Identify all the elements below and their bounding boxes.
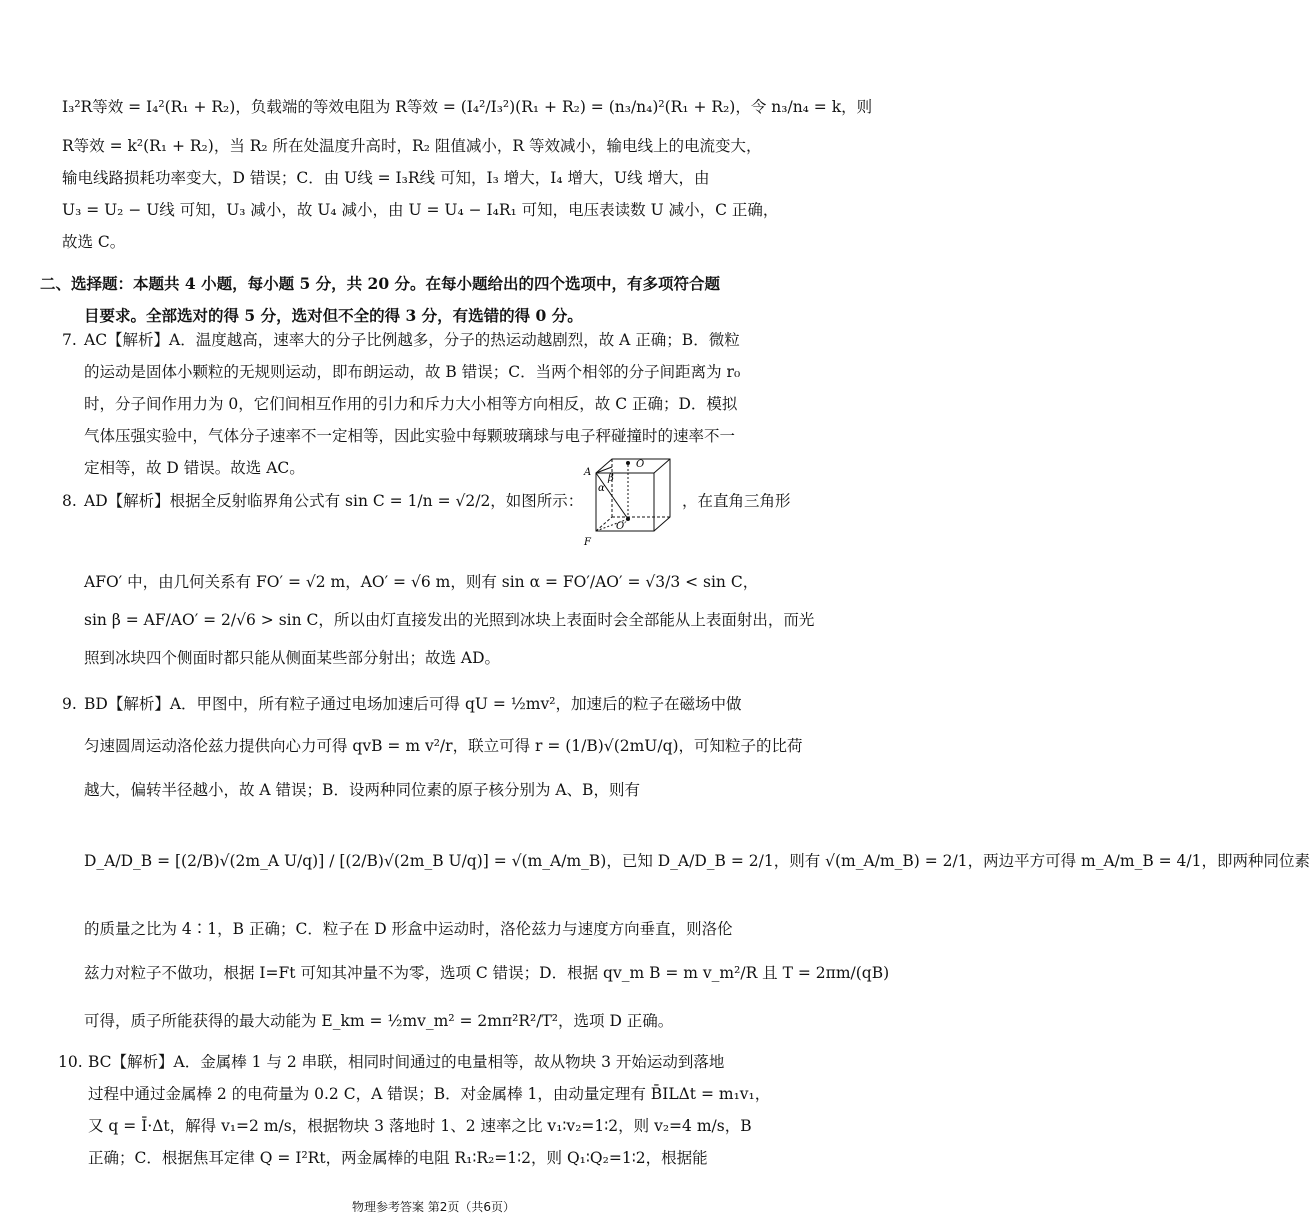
section-heading-line: 二、选择题：本题共 4 小题，每小题 5 分，共 20 分。在每小题给出的四个选项中，有多项符合题 — [40, 274, 721, 293]
answer-line: BC【解析】A．金属棒 1 与 2 串联，相同时间通过的电量相等，故从物块 3 开始运动到落地 — [88, 1053, 725, 1071]
answer-line: 过程中通过金属棒 2 的电荷量为 0.2 C，A 错误；B．对金属棒 1，由动量定理有 B̄ILΔt = m₁v₁， — [88, 1085, 771, 1103]
answer-line: 照到冰块四个侧面时都只能从侧面某些部分射出；故选 AD。 — [84, 649, 501, 667]
question-number: 10. — [58, 1053, 83, 1071]
answer-line: 越大，偏转半径越小，故 A 错误；B．设两种同位素的原子核分别为 A、B，则有 — [84, 781, 640, 799]
answer-line: 的质量之比为 4∶1，B 正确；C．粒子在 D 形盒中运动时，洛伦兹力与速度方向垂直，则洛伦 — [84, 920, 733, 938]
diagram-label: A — [584, 467, 592, 478]
answer-line: sin β = AF/AO′ = 2/√6 > sin C，所以由灯直接发出的光照到冰块上表面时会全部能从上表面射出，而光 — [84, 611, 815, 629]
cube-diagram — [582, 455, 674, 547]
question-9 — [62, 684, 1310, 1044]
diagram-label: O — [636, 459, 645, 470]
diagram-label: β — [608, 473, 614, 484]
answer-line: 可得，质子所能获得的最大动能为 E_km = ½mv_m² = 2mπ²R²/T²，选项 D 正确。 — [84, 1012, 674, 1030]
cube-diagram-svg — [582, 455, 674, 547]
answer-line: 正确；C．根据焦耳定律 Q = I²Rt，两金属棒的电阻 R₁∶R₂=1∶2，则 Q₁∶Q₂=1∶2，根据能 — [88, 1149, 708, 1167]
continuation-line: 输电线路损耗功率变大，D 错误；C．由 U线 = I₃R线 可知，I₃ 增大，I₄ 增大，U线 增大，由 — [62, 169, 710, 187]
answer-line: 兹力对粒子不做功，根据 I=Ft 可知其冲量不为零，选项 C 错误；D．根据 qv_m B = m v_m²/R 且 T = 2πm/(qB) — [84, 964, 890, 982]
answer-line-tail: ，在直角三角形 — [682, 492, 791, 510]
continuation-line: 故选 C。 — [62, 233, 126, 251]
section-heading — [40, 268, 810, 332]
answer-line: 定相等，故 D 错误。故选 AC。 — [84, 459, 305, 477]
answer-line: 匀速圆周运动洛伦兹力提供向心力可得 qvB = m v²/r，联立可得 r = (1/B)√(2mU/q)，可知粒子的比荷 — [84, 737, 803, 755]
question-number: 9. — [62, 695, 77, 713]
answer-line: AD【解析】根据全反射临界角公式有 sin C = 1/n = √2/2，如图所示： — [84, 492, 584, 510]
answer-line: D_A/D_B = [(2/B)√(2m_A U/q)] / [(2/B)√(2m_B U/q)] = √(m_A/m_B)，已知 D_A/D_B = 2/1，则有 √(m_A/m_B) = 2/1，两边平方可得 m_A/m_B = 4/1，即两种同位素 — [84, 852, 1310, 870]
answer-line: AFO′ 中，由几何关系有 FO′ = √2 m，AO′ = √6 m，则有 sin α = FO′/AO′ = √3/3 < sin C， — [84, 573, 759, 591]
question-7 — [62, 324, 808, 484]
answer-line: BD【解析】A．甲图中，所有粒子通过电场加速后可得 qU = ½mv²，加速后的粒子在磁场中做 — [84, 695, 742, 713]
continuation-line: U₃ = U₂ − U线 可知，U₃ 减小，故 U₄ 减小，由 U = U₄ − I₄R₁ 可知，电压表读数 U 减小，C 正确， — [62, 201, 779, 219]
answer-line: 的运动是固体小颗粒的无规则运动，即布朗运动，故 B 错误；C．当两个相邻的分子间距离为 r₀ — [84, 363, 741, 381]
continuation-line: R等效 = k²(R₁ + R₂)，当 R₂ 所在处温度升高时，R₂ 阻值减小，R 等效减小，输电线上的电流变大， — [62, 137, 762, 155]
question-number: 7. — [62, 331, 77, 349]
diagram-label: F — [584, 537, 591, 548]
continuation-line: I₃²R等效 = I₄²(R₁ + R₂)，负载端的等效电阻为 R等效 = (I₄²/I₃²)(R₁ + R₂) = (n₃/n₄)²(R₁ + R₂)，令 n₃/n₄ = k，则 — [62, 98, 873, 116]
continuation-block — [62, 84, 873, 258]
question-10 — [58, 1046, 810, 1174]
diagram-label: O′ — [616, 521, 627, 532]
answer-line: 时，分子间作用力为 0，它们间相互作用的引力和斥力大小相等方向相反，故 C 正确；D．模拟 — [84, 395, 738, 413]
answer-line: 气体压强实验中，气体分子速率不一定相等，因此实验中每颗玻璃球与电子秤碰撞时的速率不一 — [84, 427, 736, 445]
page-footer: 物理参考答案 第2页（共6页） — [351, 1200, 516, 1214]
answer-line: AC【解析】A．温度越高，速率大的分子比例越多，分子的热运动越剧烈，故 A 正确；B．微粒 — [84, 331, 740, 349]
diagram-label: α — [598, 483, 605, 494]
section-heading-line: 目要求。全部选对的得 5 分，选对但不全的得 3 分，有选错的得 0 分。 — [84, 306, 583, 325]
answer-line: 又 q = Ī·Δt，解得 v₁=2 m/s，根据物块 3 落地时 1、2 速率之比 v₁∶v₂=1∶2，则 v₂=4 m/s，B — [88, 1117, 752, 1135]
question-number: 8. — [62, 492, 77, 510]
question-8 — [62, 478, 815, 674]
